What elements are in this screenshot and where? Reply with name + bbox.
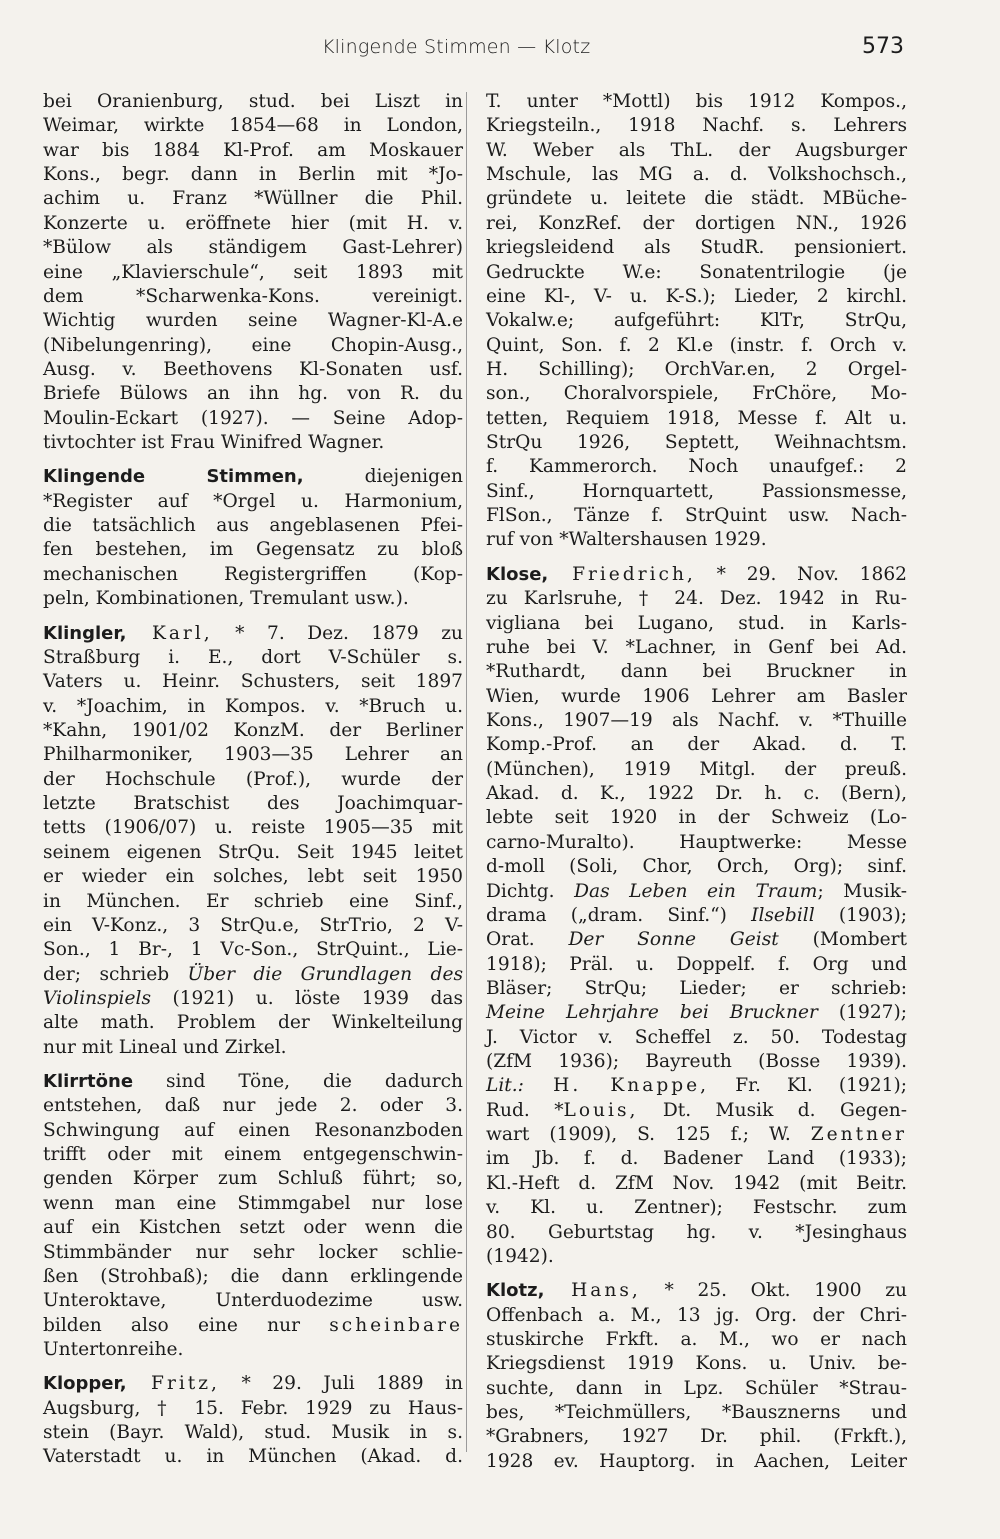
line-text: *Register auf *Orgel u. Harmonium, (43, 490, 463, 512)
line-text: Stimmbänder nur sehr locker schlie- (43, 1241, 463, 1263)
line-text: Kl.-Heft d. ZfM Nov. 1942 (mit Beitr. (486, 1172, 907, 1194)
line-text: gründete u. leitete die städt. MBüche- (486, 188, 907, 210)
line-text-cont: (1903); (814, 904, 907, 926)
line-text: im Jb. f. d. Badener Land (1933); (486, 1148, 907, 1170)
text-line (486, 114, 907, 138)
text-line (43, 538, 463, 562)
text-line (43, 261, 463, 285)
spaced-name: Hans, (544, 1280, 641, 1302)
line-text: Konzerte u. eröffnete hier (mit H. v. (43, 212, 463, 234)
text-line (43, 236, 463, 260)
line-text: er wieder ein solches, lebt seit 1950 (43, 866, 463, 888)
text-line (43, 587, 463, 611)
text-line (486, 455, 907, 479)
italic-title: Ilsebill (751, 904, 815, 926)
line-text: der Hochschule (Prof.), wurde der (43, 768, 463, 790)
headword: Klotz, (486, 1280, 545, 1302)
text-line (486, 261, 907, 285)
line-text: Kriegsdienst 1919 Kons. u. Univ. be- (486, 1353, 907, 1375)
line-text: Wichtig wurden seine Wagner-Kl-A.e (43, 310, 463, 332)
italic-title: Lit.: (486, 1075, 524, 1097)
text-line (486, 953, 907, 977)
entry-heading-line (486, 563, 907, 587)
headword: Klopper, (43, 1373, 127, 1395)
line-text: der; schrieb (43, 963, 188, 985)
line-text-cont: Fr. Kl. (1921); (709, 1075, 907, 1097)
line-text: Weimar, wirkte 1854—68 in London, (43, 115, 463, 137)
text-line (486, 1450, 907, 1474)
text-line (486, 285, 907, 309)
entry-heading-line (43, 1372, 463, 1396)
line-text: (1942). (486, 1245, 554, 1267)
line-text: Wien, wurde 1906 Lehrer am Basler (486, 685, 907, 707)
text-line (486, 504, 907, 528)
line-text: suchte, dann in Lpz. Schüler *Strau- (486, 1377, 907, 1399)
line-text: Straßburg i. E., dort V-Schüler s. (43, 646, 463, 668)
text-line (486, 139, 907, 163)
line-text: *Kahn, 1901/02 KonzM. der Berliner (43, 719, 463, 741)
text-line (43, 187, 463, 211)
text-line (43, 865, 463, 889)
text-line (486, 806, 907, 830)
line-text: mechanischen Registergriffen (Kop- (43, 563, 463, 585)
text-line (43, 334, 463, 358)
line-text: Mschule, las MG a. d. Volkshochsch., (486, 164, 907, 186)
text-line (43, 719, 463, 743)
text-line (486, 1074, 907, 1098)
line-text: Son., 1 Br-, 1 Vc-Son., StrQuint., Lie- (43, 939, 463, 961)
running-head: Klingende Stimmen — Klotz (322, 36, 591, 58)
text-line (43, 563, 463, 587)
line-text: * 7. Dez. 1879 zu (212, 622, 463, 644)
text-line (43, 1338, 463, 1362)
line-text: stein (Bayr. Wald), stud. Musik in s. (43, 1422, 463, 1444)
text-line (43, 139, 463, 163)
line-text: Kons., 1907—19 als Nachf. v. *Thuille (486, 709, 907, 731)
line-text: entstehen, daß nur jede 2. oder 3. (43, 1095, 463, 1117)
text-line (486, 1147, 907, 1171)
line-text: zu Karlsruhe, † 24. Dez. 1942 in Ru- (486, 588, 907, 610)
text-line (43, 431, 463, 455)
line-text-cont: (Mombert (778, 929, 908, 951)
text-line (486, 636, 907, 660)
line-text: bes, *Teichmüllers, *Bausznerns und (486, 1402, 907, 1424)
line-text: * 25. Okt. 1900 zu (640, 1280, 908, 1302)
line-text: trifft oder mit einem entgegenschwin- (43, 1144, 463, 1166)
text-line (43, 646, 463, 670)
entry-heading-line (43, 1070, 463, 1094)
text-line (486, 709, 907, 733)
text-line (43, 841, 463, 865)
text-line (486, 880, 907, 904)
line-text: Augsburg, † 15. Febr. 1929 zu Haus- (43, 1397, 463, 1419)
text-line (43, 1445, 463, 1469)
spaced-name: Friedrich, (548, 563, 696, 585)
line-text-cont: (1921) u. löste 1939 das (151, 987, 463, 1009)
text-line (486, 309, 907, 333)
italic-title: Das Leben ein Traum (574, 880, 818, 902)
text-line (486, 1377, 907, 1401)
line-text: *Bülow als ständigem Gast-Lehrer) (43, 237, 463, 259)
line-text: Untertonreihe. (43, 1338, 184, 1360)
headword: Klose, (486, 563, 549, 585)
text-line (486, 382, 907, 406)
line-text: Kons., begr. dann in Berlin mit *Jo- (43, 164, 463, 186)
column-divider (466, 92, 467, 1452)
text-line (43, 890, 463, 914)
page-number: 573 (862, 34, 904, 59)
text-line (43, 1216, 463, 1240)
line-text: fen bestehen, im Gegensatz zu bloß (43, 539, 463, 561)
text-line (486, 587, 907, 611)
line-text: bilden also eine nur (43, 1314, 330, 1336)
text-line (43, 743, 463, 767)
line-text: nur mit Lineal und Zirkel. (43, 1036, 287, 1058)
text-line (486, 212, 907, 236)
line-text: tetts (1906/07) u. reiste 1905—35 mit (43, 817, 463, 839)
headword: Klingende Stimmen, (43, 466, 304, 488)
text-line (486, 1221, 907, 1245)
text-line (486, 1401, 907, 1425)
line-text: drama („dram. Sinf.“) (486, 904, 752, 926)
text-line (486, 528, 907, 552)
line-text: Unteroktave, Unterduodezime usw. (43, 1290, 463, 1312)
text-line (43, 768, 463, 792)
line-text: lebte seit 1920 in der Schweiz (Lo- (486, 807, 907, 829)
text-line (486, 758, 907, 782)
line-text: peln, Kombinationen, Tremulant usw.). (43, 588, 409, 610)
text-line (486, 431, 907, 455)
line-text: 1918); Präl. u. Doppelf. f. Org und (486, 953, 907, 975)
line-text: diejenigen (303, 466, 463, 488)
line-text: *Grabners, 1927 Dr. phil. (Frkft.), (486, 1426, 907, 1448)
line-text: letzte Bratschist des Joachimquar- (43, 793, 463, 815)
left-column (43, 90, 463, 1470)
text-line (486, 855, 907, 879)
line-text: d-moll (Soli, Chor, Orch, Org); sinf. (486, 856, 907, 878)
text-line (486, 236, 907, 260)
line-text: alte math. Problem der Winkelteilung (43, 1012, 463, 1034)
line-text: 80. Geburtstag hg. v. *Jesinghaus (486, 1221, 907, 1243)
spaced-name: Fritz, (126, 1373, 220, 1395)
line-text: achim u. Franz *Wüllner die Phil. (43, 188, 463, 210)
line-text: Vokalw.e; aufgeführt: KlTr, StrQu, (486, 310, 907, 332)
text-line (43, 490, 463, 514)
text-line (43, 407, 463, 431)
spaced-name: H. Knappe, (523, 1075, 710, 1097)
line-text: carno-Muralto). Hauptwerke: Messe (486, 831, 907, 853)
line-text: Ausg. v. Beethovens Kl-Sonaten usf. (43, 358, 463, 380)
line-text: Schwingung auf einen Resonanzboden (43, 1119, 463, 1141)
headword: Klingler, (43, 622, 127, 644)
line-text: tetten, Requiem 1918, Messe f. Alt u. (486, 407, 907, 429)
line-text: Vaters u. Heinr. Schusters, seit 1897 (43, 671, 463, 693)
text-line (43, 1119, 463, 1143)
line-text: * 29. Nov. 1862 (695, 563, 907, 585)
text-line (43, 987, 463, 1011)
entry-heading-line (43, 465, 463, 489)
line-text: ruf von *Waltershausen 1929. (486, 529, 767, 551)
entry-heading-line (43, 622, 463, 646)
line-text: stuskirche Frkft. a. M., wo er nach (486, 1328, 907, 1350)
line-text: 1928 ev. Hauptorg. in Aachen, Leiter (486, 1450, 907, 1472)
text-line (486, 1245, 907, 1269)
line-text: eine Kl-, V- u. K-S.); Lieder, 2 kirchl. (486, 285, 907, 307)
text-line (43, 212, 463, 236)
text-line (43, 358, 463, 382)
text-line (43, 1094, 463, 1118)
text-line (486, 480, 907, 504)
text-line (486, 1425, 907, 1449)
text-line (43, 1011, 463, 1035)
text-line (486, 685, 907, 709)
line-text: Gedruckte W.e: Sonatentrilogie (je (486, 261, 907, 283)
line-text: Bläser; StrQu; Lieder; er schrieb: (486, 977, 907, 999)
line-text: die tatsächlich aus angeblasenen Pfei- (43, 515, 463, 537)
line-text: v. *Joachim, in Kompos. v. *Bruch u. (43, 695, 463, 717)
line-text-cont: ; Musik- (817, 880, 907, 902)
line-text: Akad. d. K., 1922 Dr. h. c. (Bern), (486, 783, 907, 805)
line-text: Sinf., Hornquartett, Passionsmesse, (486, 480, 907, 502)
line-text: tivtochter ist Frau Winifred Wagner. (43, 432, 385, 454)
line-text-cont: Dt. Musik d. Gegen- (638, 1099, 907, 1121)
line-text: Kriegsteiln., 1918 Nachf. s. Lehrers (486, 115, 907, 137)
line-text: H. Schilling); OrchVar.en, 2 Orgel- (486, 358, 907, 380)
line-text: genden Körper zum Schluß führt; so, (43, 1168, 463, 1190)
text-line (43, 514, 463, 538)
text-line (43, 1192, 463, 1216)
text-line (43, 285, 463, 309)
text-line (486, 1172, 907, 1196)
spaced-name: Louis, (563, 1099, 639, 1121)
line-text: eine „Klavierschule“, seit 1893 mit (43, 261, 463, 283)
line-text: Dichtg. (486, 880, 575, 902)
text-line (486, 733, 907, 757)
line-text: Rud. * (486, 1099, 564, 1121)
line-text: Moulin-Eckart (1927). — Seine Adop- (43, 407, 463, 429)
line-text: wart (1909), S. 125 f.; W. (486, 1124, 811, 1146)
italic-title: Violinspiels (43, 987, 151, 1009)
spaced-name: Karl, (126, 622, 213, 644)
text-line (486, 1050, 907, 1074)
text-line (486, 660, 907, 684)
text-line (43, 695, 463, 719)
text-line (486, 163, 907, 187)
line-text: Quint, Son. f. 2 Kl.e (instr. f. Orch v. (486, 334, 907, 356)
text-line (43, 1421, 463, 1445)
line-text: v. Kl. u. Zentner); Festschr. zum (486, 1197, 907, 1219)
text-line (486, 831, 907, 855)
text-line (43, 1265, 463, 1289)
line-text: bei Oranienburg, stud. bei Liszt in (43, 91, 463, 112)
line-text: *Ruthardt, dann bei Bruckner in (486, 661, 907, 683)
text-line (43, 114, 463, 138)
line-text: (Nibelungenring), eine Chopin-Ausg., (43, 334, 463, 356)
line-text: sind Töne, die dadurch (133, 1071, 463, 1093)
spaced-name: Zentner (810, 1124, 907, 1146)
text-line (486, 1352, 907, 1376)
line-text: * 29. Juli 1889 in (219, 1373, 463, 1395)
text-line (486, 1304, 907, 1328)
line-text: T. unter *Mottl) bis 1912 Kompos., (486, 91, 907, 112)
text-line (486, 1196, 907, 1220)
text-line (43, 963, 463, 987)
line-text: W. Weber als ThL. der Augsburger (486, 139, 907, 161)
text-line (486, 1123, 907, 1147)
line-text: in München. Er schrieb eine Sinf., (43, 890, 463, 912)
line-text: Philharmoniker, 1903—35 Lehrer an (43, 744, 463, 766)
text-line (486, 90, 907, 114)
text-line (43, 938, 463, 962)
text-line (486, 612, 907, 636)
text-line (43, 309, 463, 333)
text-line (486, 1001, 907, 1025)
line-text: f. Kammerorch. Noch unaufgef.: 2 (486, 456, 907, 478)
line-text: (München), 1919 Mitgl. der preuß. (486, 758, 907, 780)
line-text: ruhe bei V. *Lachner, in Genf bei Ad. (486, 636, 907, 658)
text-line (486, 928, 907, 952)
headword: Klirrtöne (43, 1071, 134, 1093)
line-text: son., Choralvorspiele, FrChöre, Mo- (486, 383, 907, 405)
line-text-cont: (1927); (817, 1002, 907, 1024)
text-line (43, 792, 463, 816)
text-line (486, 358, 907, 382)
line-text: J. Victor v. Scheffel z. 50. Todestag (486, 1026, 907, 1048)
line-text: Komp.-Prof. an der Akad. d. T. (486, 734, 907, 756)
line-text: Offenbach a. M., 13 jg. Org. der Chri- (486, 1304, 907, 1326)
text-line (43, 382, 463, 406)
text-line (486, 977, 907, 1001)
right-column (486, 90, 907, 1474)
line-text: Vaterstadt u. in München (Akad. d. (43, 1446, 463, 1468)
text-line (486, 1328, 907, 1352)
text-line (43, 816, 463, 840)
text-line (43, 1143, 463, 1167)
italic-title: Der Sonne Geist (568, 929, 779, 951)
line-text: ßen (Strohbaß); die dann erklingende (43, 1265, 463, 1287)
line-text: vigliana bei Lugano, stud. in Karls- (486, 612, 907, 634)
text-line (43, 1241, 463, 1265)
text-line (486, 1026, 907, 1050)
line-text: (ZfM 1936); Bayreuth (Bosse 1939). (486, 1051, 907, 1073)
text-line (486, 904, 907, 928)
text-line (43, 163, 463, 187)
text-line (43, 670, 463, 694)
text-line (43, 1397, 463, 1421)
line-text: rei, KonzRef. der dortigen NN., 1926 (486, 212, 907, 234)
text-line (486, 782, 907, 806)
page-header (0, 36, 1000, 66)
text-line (43, 90, 463, 114)
line-text: wenn man eine Stimmgabel nur lose (43, 1192, 463, 1214)
entry-heading-line (486, 1279, 907, 1303)
line-text: StrQu 1926, Septett, Weihnachtsm. (486, 432, 907, 454)
line-text: FlSon., Tänze f. StrQuint usw. Nach- (486, 505, 907, 527)
spaced-word: scheinbare (329, 1314, 463, 1336)
text-line (486, 187, 907, 211)
text-line (43, 1167, 463, 1191)
text-line (486, 407, 907, 431)
line-text: dem *Scharwenka-Kons. vereinigt. (43, 285, 463, 307)
line-text: seinem eigenen StrQu. Seit 1945 leitet (43, 841, 463, 863)
line-text: kriegsleidend als StudR. pensioniert. (486, 237, 907, 259)
text-line (486, 1099, 907, 1123)
line-text: Briefe Bülows an ihn hg. von R. du (43, 383, 463, 405)
text-line (43, 1314, 463, 1338)
text-line (486, 334, 907, 358)
text-line (43, 914, 463, 938)
line-text: war bis 1884 Kl-Prof. am Moskauer (43, 139, 463, 161)
italic-title: Meine Lehrjahre bei Bruckner (486, 1002, 818, 1024)
line-text: ein V-Konz., 3 StrQu.e, StrTrio, 2 V- (43, 914, 463, 936)
line-text: auf ein Kistchen setzt oder wenn die (43, 1217, 463, 1239)
line-text: Orat. (486, 929, 569, 951)
text-line (43, 1289, 463, 1313)
italic-title: Über die Grundlagen des (187, 963, 463, 985)
text-line (43, 1036, 463, 1060)
